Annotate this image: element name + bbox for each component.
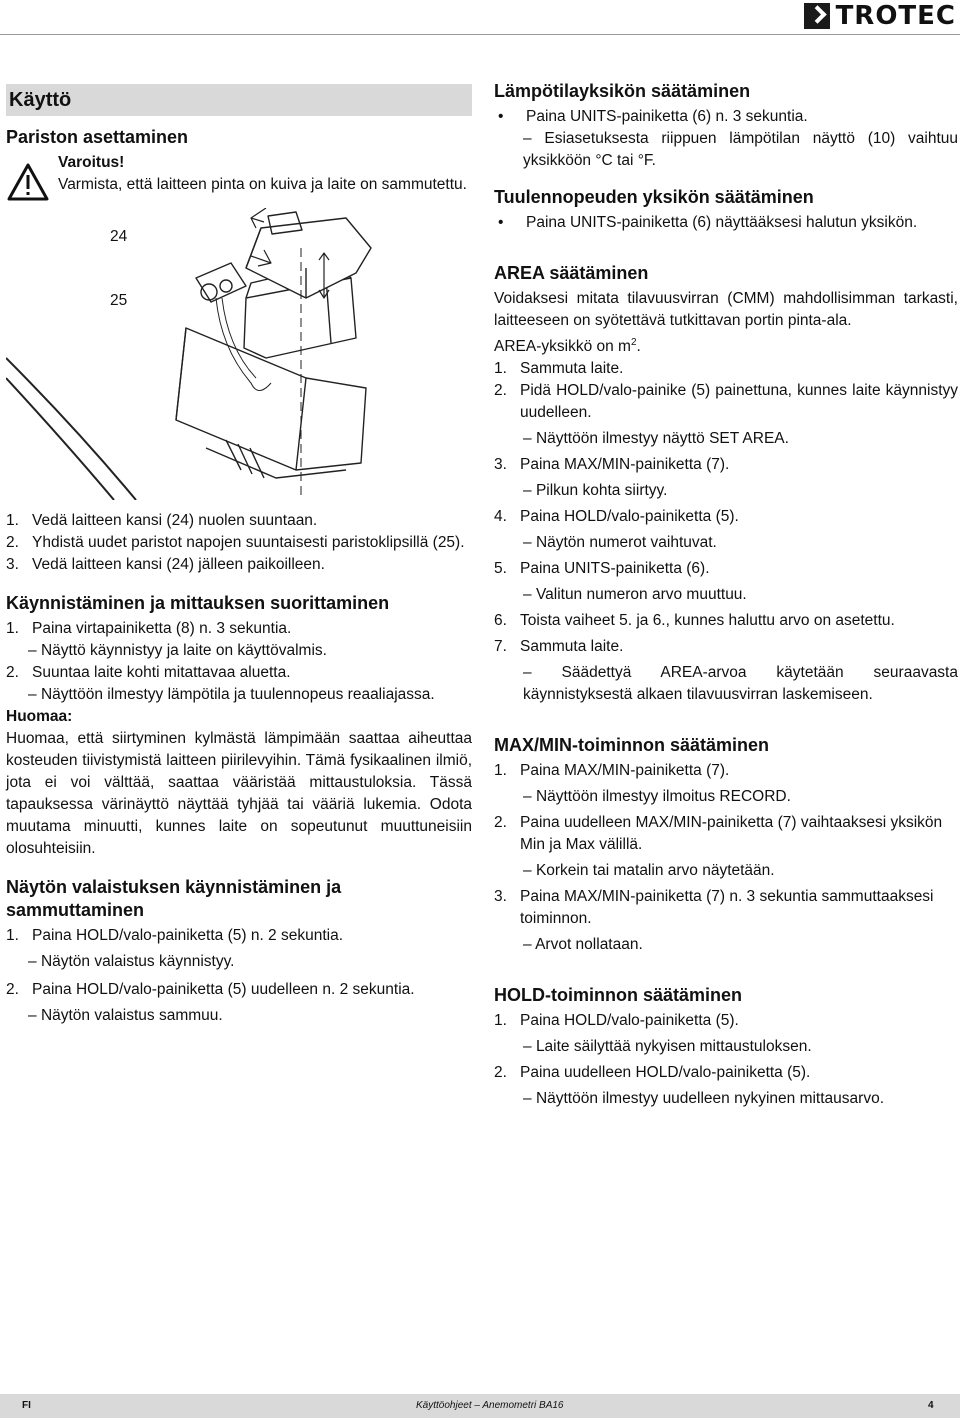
result-line: – Näyttöön ilmestyy uudelleen nykyinen mittausarvo. <box>523 1090 884 1108</box>
result-line: – Näytön valaistus sammuu. <box>28 1007 223 1024</box>
list-item: 4. Paina HOLD/valo-painiketta (5). <box>494 508 739 526</box>
note-title: Huomaa: <box>6 708 73 725</box>
bullet-icon: • <box>498 108 504 125</box>
list-item: 1. Sammuta laite. <box>494 360 624 378</box>
warning-title: Varoitus! <box>58 154 125 171</box>
temp-heading: Lämpötilayksikön säätäminen <box>494 81 751 101</box>
result-line: – Näytön numerot vaihtuvat. <box>523 534 717 552</box>
list-item: 2. Yhdistä uudet paristot napojen suuntaisesti paristoklipsillä (25). <box>6 534 465 551</box>
figure-label-24: 24 <box>110 228 128 245</box>
result-line: – Näytön valaistus käynnistyy. <box>28 953 235 970</box>
footer-document: Käyttöohjeet – Anemometri BA16 <box>416 1400 564 1411</box>
result-line: – Näyttöön ilmestyy ilmoitus RECORD. <box>523 788 791 806</box>
footer-language: FI <box>22 1400 31 1411</box>
area-unit: AREA-yksikkö on $m^2$. <box>494 337 641 356</box>
list-item: 2. Paina uudelleen HOLD/valo-painiketta (5). <box>494 1064 811 1082</box>
warning-text: Varmista, että laitteen pinta on kuiva ja laite on sammutettu. <box>58 176 467 193</box>
right-column <box>494 80 958 1110</box>
section-title: Käyttö <box>6 84 472 116</box>
trotec-logo <box>804 3 956 29</box>
result-line: – Korkein tai matalin arvo näytetään. <box>523 862 775 880</box>
result-line: – Säädettyä AREA-arvoa käytetään seuraavasta käynnistyksestä alkaen tilavuusvirran laskemiseen. <box>523 664 958 704</box>
area-intro: Voidaksesi mitata tilavuusvirran (CMM) mahdollisimman tarkasti, laitteeseen on syötettävä tutkittavan portin pinta-ala. <box>494 290 958 329</box>
left-column <box>6 84 472 1027</box>
list-item: 7. Sammuta laite. <box>494 638 624 656</box>
list-item: 1. Vedä laitteen kansi (24) nuolen suuntaan. <box>6 512 318 529</box>
warning-box <box>6 152 472 202</box>
wind-heading: Tuulennopeuden yksikön säätäminen <box>494 187 814 207</box>
device-illustration <box>6 208 472 500</box>
list-item: 2. Suuntaa laite kohti mitattavaa aluetta. <box>6 664 291 681</box>
footer-page-number: 4 <box>928 1400 934 1411</box>
note-text: Huomaa, että siirtyminen kylmästä lämpimään saattaa aiheuttaa kosteuden tiivistymistä laitteen piirilevyihin. Tämä fysikaalinen ilmiö, jota ei voi välttää, saattaa vääristää mittaustuloksia. Tässä tapauksessa värinäyttö näyttää tyhjää tai vääriä lukemia. Odota muutama minuutti, kunnes laite on sopeutunut muuttuneisiin olosuhteisiin. <box>6 730 472 857</box>
header-divider <box>0 34 960 35</box>
list-item: 1. Paina HOLD/valo-painiketta (5) n. 2 sekuntia. <box>6 927 344 944</box>
result-line: – Näyttöön ilmestyy näyttö SET AREA. <box>523 430 789 448</box>
result-line: – Näyttö käynnistyy ja laite on käyttövalmis. <box>28 642 327 659</box>
result-line: – Valitun numeron arvo muuttuu. <box>523 586 747 604</box>
list-item: 5. Paina UNITS-painiketta (6). <box>494 560 710 578</box>
figure-label-25: 25 <box>110 292 128 309</box>
result-line: – Esiasetuksesta riippuen lämpötilan näyttö (10) vaihtuu yksikköön °C tai °F. <box>523 130 958 169</box>
page-footer <box>0 1394 960 1418</box>
list-item: 2. Paina HOLD/valo-painiketta (5) uudelleen n. 2 sekuntia. <box>6 981 415 998</box>
warning-triangle-icon <box>6 162 50 202</box>
bullet-icon: • <box>498 214 504 231</box>
brand-name: TROTEC <box>835 1 956 31</box>
result-line: – Pilkun kohta siirtyy. <box>523 482 668 500</box>
list-item: 3. Paina MAX/MIN-painiketta (7). <box>494 456 730 474</box>
light-heading: Näytön valaistuksen käynnistäminen ja sammuttaminen <box>6 877 342 920</box>
hold-heading: HOLD-toiminnon säätäminen <box>494 985 743 1006</box>
area-heading: AREA säätäminen <box>494 263 649 283</box>
list-item: 3. Vedä laitteen kansi (24) jälleen paikoilleen. <box>6 556 325 573</box>
list-item: 6. Toista vaiheet 5. ja 6., kunnes haluttu arvo on asetettu. <box>494 612 895 630</box>
result-line: – Laite säilyttää nykyisen mittaustuloksen. <box>523 1038 812 1056</box>
trotec-logo-icon <box>804 3 830 29</box>
result-line: – Arvot nollataan. <box>523 936 643 954</box>
battery-steps <box>6 510 472 576</box>
list-item: 1. Paina virtapainiketta (8) n. 3 sekuntia. <box>6 620 292 637</box>
bullet-item: • Paina UNITS-painiketta (6) n. 3 sekuntia. <box>494 106 958 128</box>
list-item: 2. Paina uudelleen MAX/MIN-painiketta (7) vaihtaaksesi yksikön Min ja Max välillä. <box>494 814 943 854</box>
battery-figure <box>6 208 472 500</box>
maxmin-heading: MAX/MIN-toiminnon säätäminen <box>494 735 770 756</box>
result-line: – Näyttöön ilmestyy lämpötila ja tuulennopeus reaaliajassa. <box>28 686 435 703</box>
battery-heading: Pariston asettaminen <box>6 127 189 147</box>
list-item: 1. Paina MAX/MIN-painiketta (7). <box>494 762 730 780</box>
list-item: 3. Paina MAX/MIN-painiketta (7) n. 3 sekuntia sammuttaaksesi toiminnon. <box>494 888 934 928</box>
start-heading: Käynnistäminen ja mittauksen suorittaminen <box>6 593 390 613</box>
bullet-item: • Paina UNITS-painiketta (6) näyttääksesi halutun yksikön. <box>494 212 958 234</box>
list-item: 1. Paina HOLD/valo-painiketta (5). <box>494 1012 739 1030</box>
list-item: 2. Pidä HOLD/valo-painike (5) painettuna, kunnes laite käynnistyy uudelleen. <box>494 382 958 422</box>
